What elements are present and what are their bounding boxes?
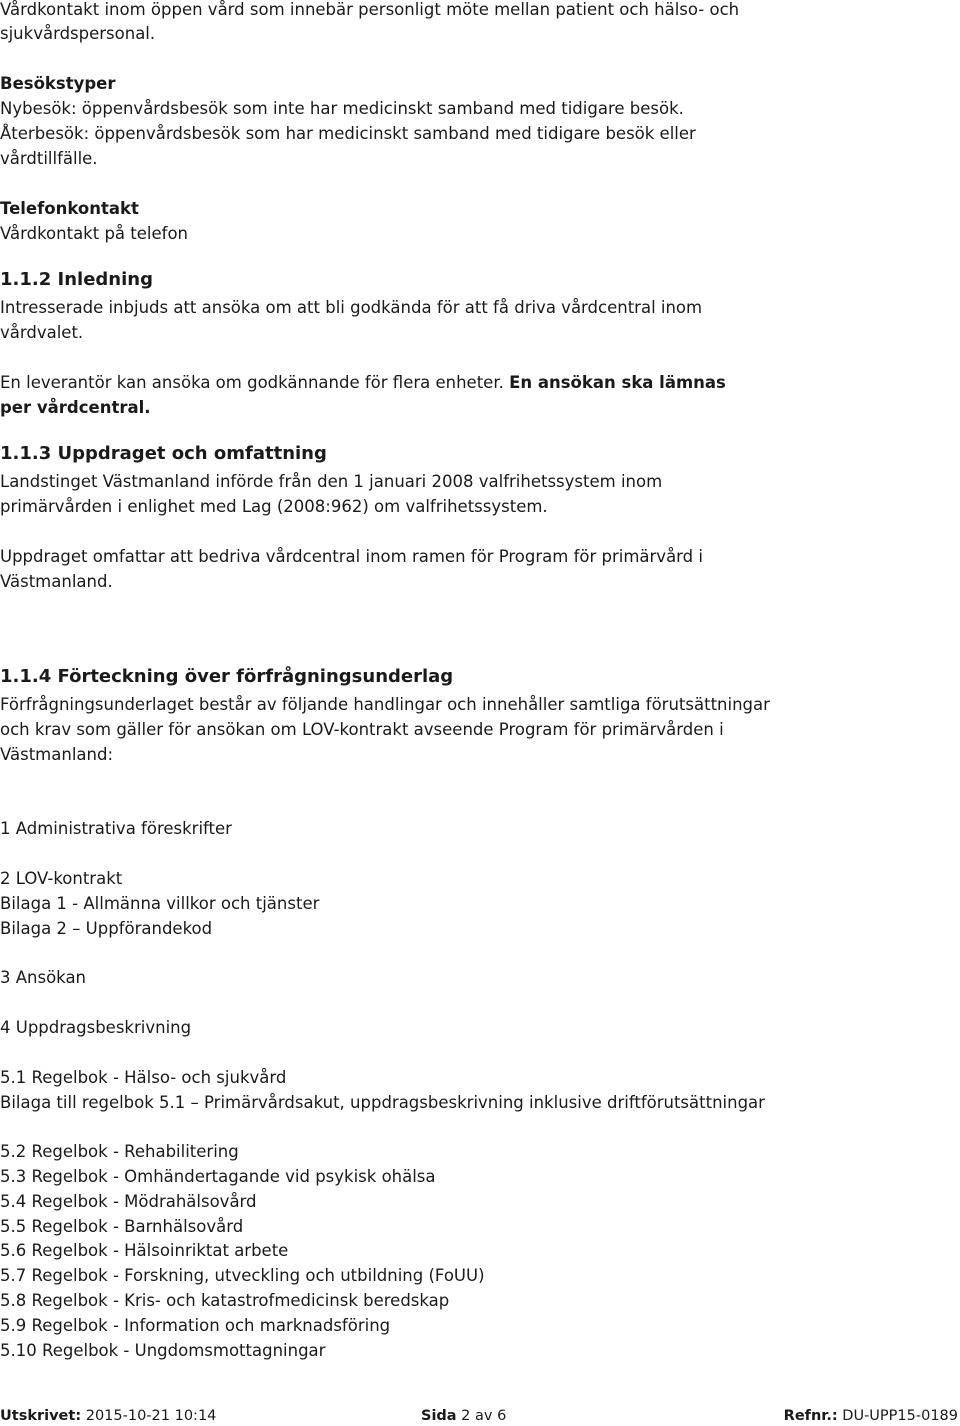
inledning-p1-line-2: vårdvalet. [0, 323, 84, 342]
footer-page-value: 2 av 6 [456, 1408, 507, 1424]
list-item: 3 Ansökan [0, 968, 87, 987]
uppdraget-p2-line-2: Västmanland. [0, 572, 113, 591]
footer-printed-label: Utskrivet: [0, 1408, 82, 1424]
forteckning-p1-line-2: och krav som gäller för ansökan om LOV-kontrakt avseende Program för primärvården i [0, 720, 724, 739]
list-item: 5.7 Regelbok - Forskning, utveckling och utbildning (FoUU) [0, 1266, 485, 1285]
list-item: 5.9 Regelbok - Information och marknadsföring [0, 1316, 391, 1335]
inledning-p2-bold: En ansökan ska lämnas [509, 373, 726, 392]
inledning-p1-line-1: Intresserade inbjuds att ansöka om att bli godkända för att få driva vårdcentral inom [0, 298, 703, 317]
inledning-p2-line-2: per vårdcentral. [0, 398, 151, 417]
list-item: 5.10 Regelbok - Ungdomsmottagningar [0, 1341, 326, 1360]
telefonkontakt-heading: Telefonkontakt [0, 199, 139, 218]
list-item: Bilaga 1 - Allmänna villkor och tjänster [0, 894, 320, 913]
list-item: Bilaga till regelbok 5.1 – Primärvårdsakut, uppdragsbeskrivning inklusive driftförutsättningar [0, 1093, 765, 1112]
footer-printed-value: 2015-10-21 10:14 [81, 1408, 217, 1424]
intro-line-1: Vårdkontakt inom öppen vård som innebär personligt möte mellan patient och hälso- och [0, 0, 740, 19]
list-item: 5.8 Regelbok - Kris- och katastrofmedicinsk beredskap [0, 1291, 450, 1310]
inledning-p2-line-1 [0, 373, 726, 393]
uppdraget-p1-line-2: primärvården i enlighet med Lag (2008:962) om valfrihetssystem. [0, 497, 548, 516]
footer-page-label: Sida [421, 1408, 457, 1424]
besokstyper-line-1: Nybesök: öppenvårdsbesök som inte har medicinskt samband med tidigare besök. [0, 99, 684, 118]
telefonkontakt-line-1: Vårdkontakt på telefon [0, 224, 189, 243]
besokstyper-line-3: vårdtillfälle. [0, 149, 98, 168]
list-item: 2 LOV-kontrakt [0, 869, 123, 888]
footer-ref-label: Refnr.: [783, 1408, 838, 1424]
besokstyper-line-2: Återbesök: öppenvårdsbesök som har medicinskt samband med tidigare besök eller [0, 124, 696, 143]
list-item: 4 Uppdragsbeskrivning [0, 1018, 192, 1037]
forteckning-p1-line-3: Västmanland: [0, 745, 114, 764]
list-item: 5.1 Regelbok - Hälso- och sjukvård [0, 1068, 287, 1087]
list-item: 5.2 Regelbok - Rehabilitering [0, 1142, 239, 1161]
uppdraget-heading: 1.1.3 Uppdraget och omfattning [0, 443, 327, 464]
list-item: 5.5 Regelbok - Barnhälsovård [0, 1217, 244, 1236]
intro-line-2: sjukvårdspersonal. [0, 24, 156, 43]
footer-printed [0, 1406, 216, 1426]
forteckning-p1-line-1: Förfrågningsunderlaget består av följande handlingar och innehåller samtliga förutsättningar [0, 695, 770, 714]
uppdraget-p2-line-1: Uppdraget omfattar att bedriva vårdcentral inom ramen för Program för primärvård i [0, 547, 703, 566]
list-item: 5.6 Regelbok - Hälsoinriktat arbete [0, 1241, 289, 1260]
besokstyper-heading: Besökstyper [0, 74, 116, 93]
list-item: Bilaga 2 – Uppförandekod [0, 919, 213, 938]
uppdraget-p1-line-1: Landstinget Västmanland införde från den 1 januari 2008 valfrihetssystem inom [0, 472, 663, 491]
footer-ref-value: DU-UPP15-0189 [837, 1408, 958, 1424]
list-item: 5.3 Regelbok - Omhändertagande vid psykisk ohälsa [0, 1167, 436, 1186]
list-item: 1 Administrativa föreskrifter [0, 819, 232, 838]
inledning-heading: 1.1.2 Inledning [0, 269, 153, 290]
footer-page [421, 1406, 506, 1426]
footer-ref [784, 1406, 958, 1426]
forteckning-heading: 1.1.4 Förteckning över förfrågningsunderlag [0, 666, 454, 687]
inledning-p2-normal: En leverantör kan ansöka om godkännande för flera enheter. [0, 373, 510, 392]
list-item: 5.4 Regelbok - Mödrahälsovård [0, 1192, 257, 1211]
